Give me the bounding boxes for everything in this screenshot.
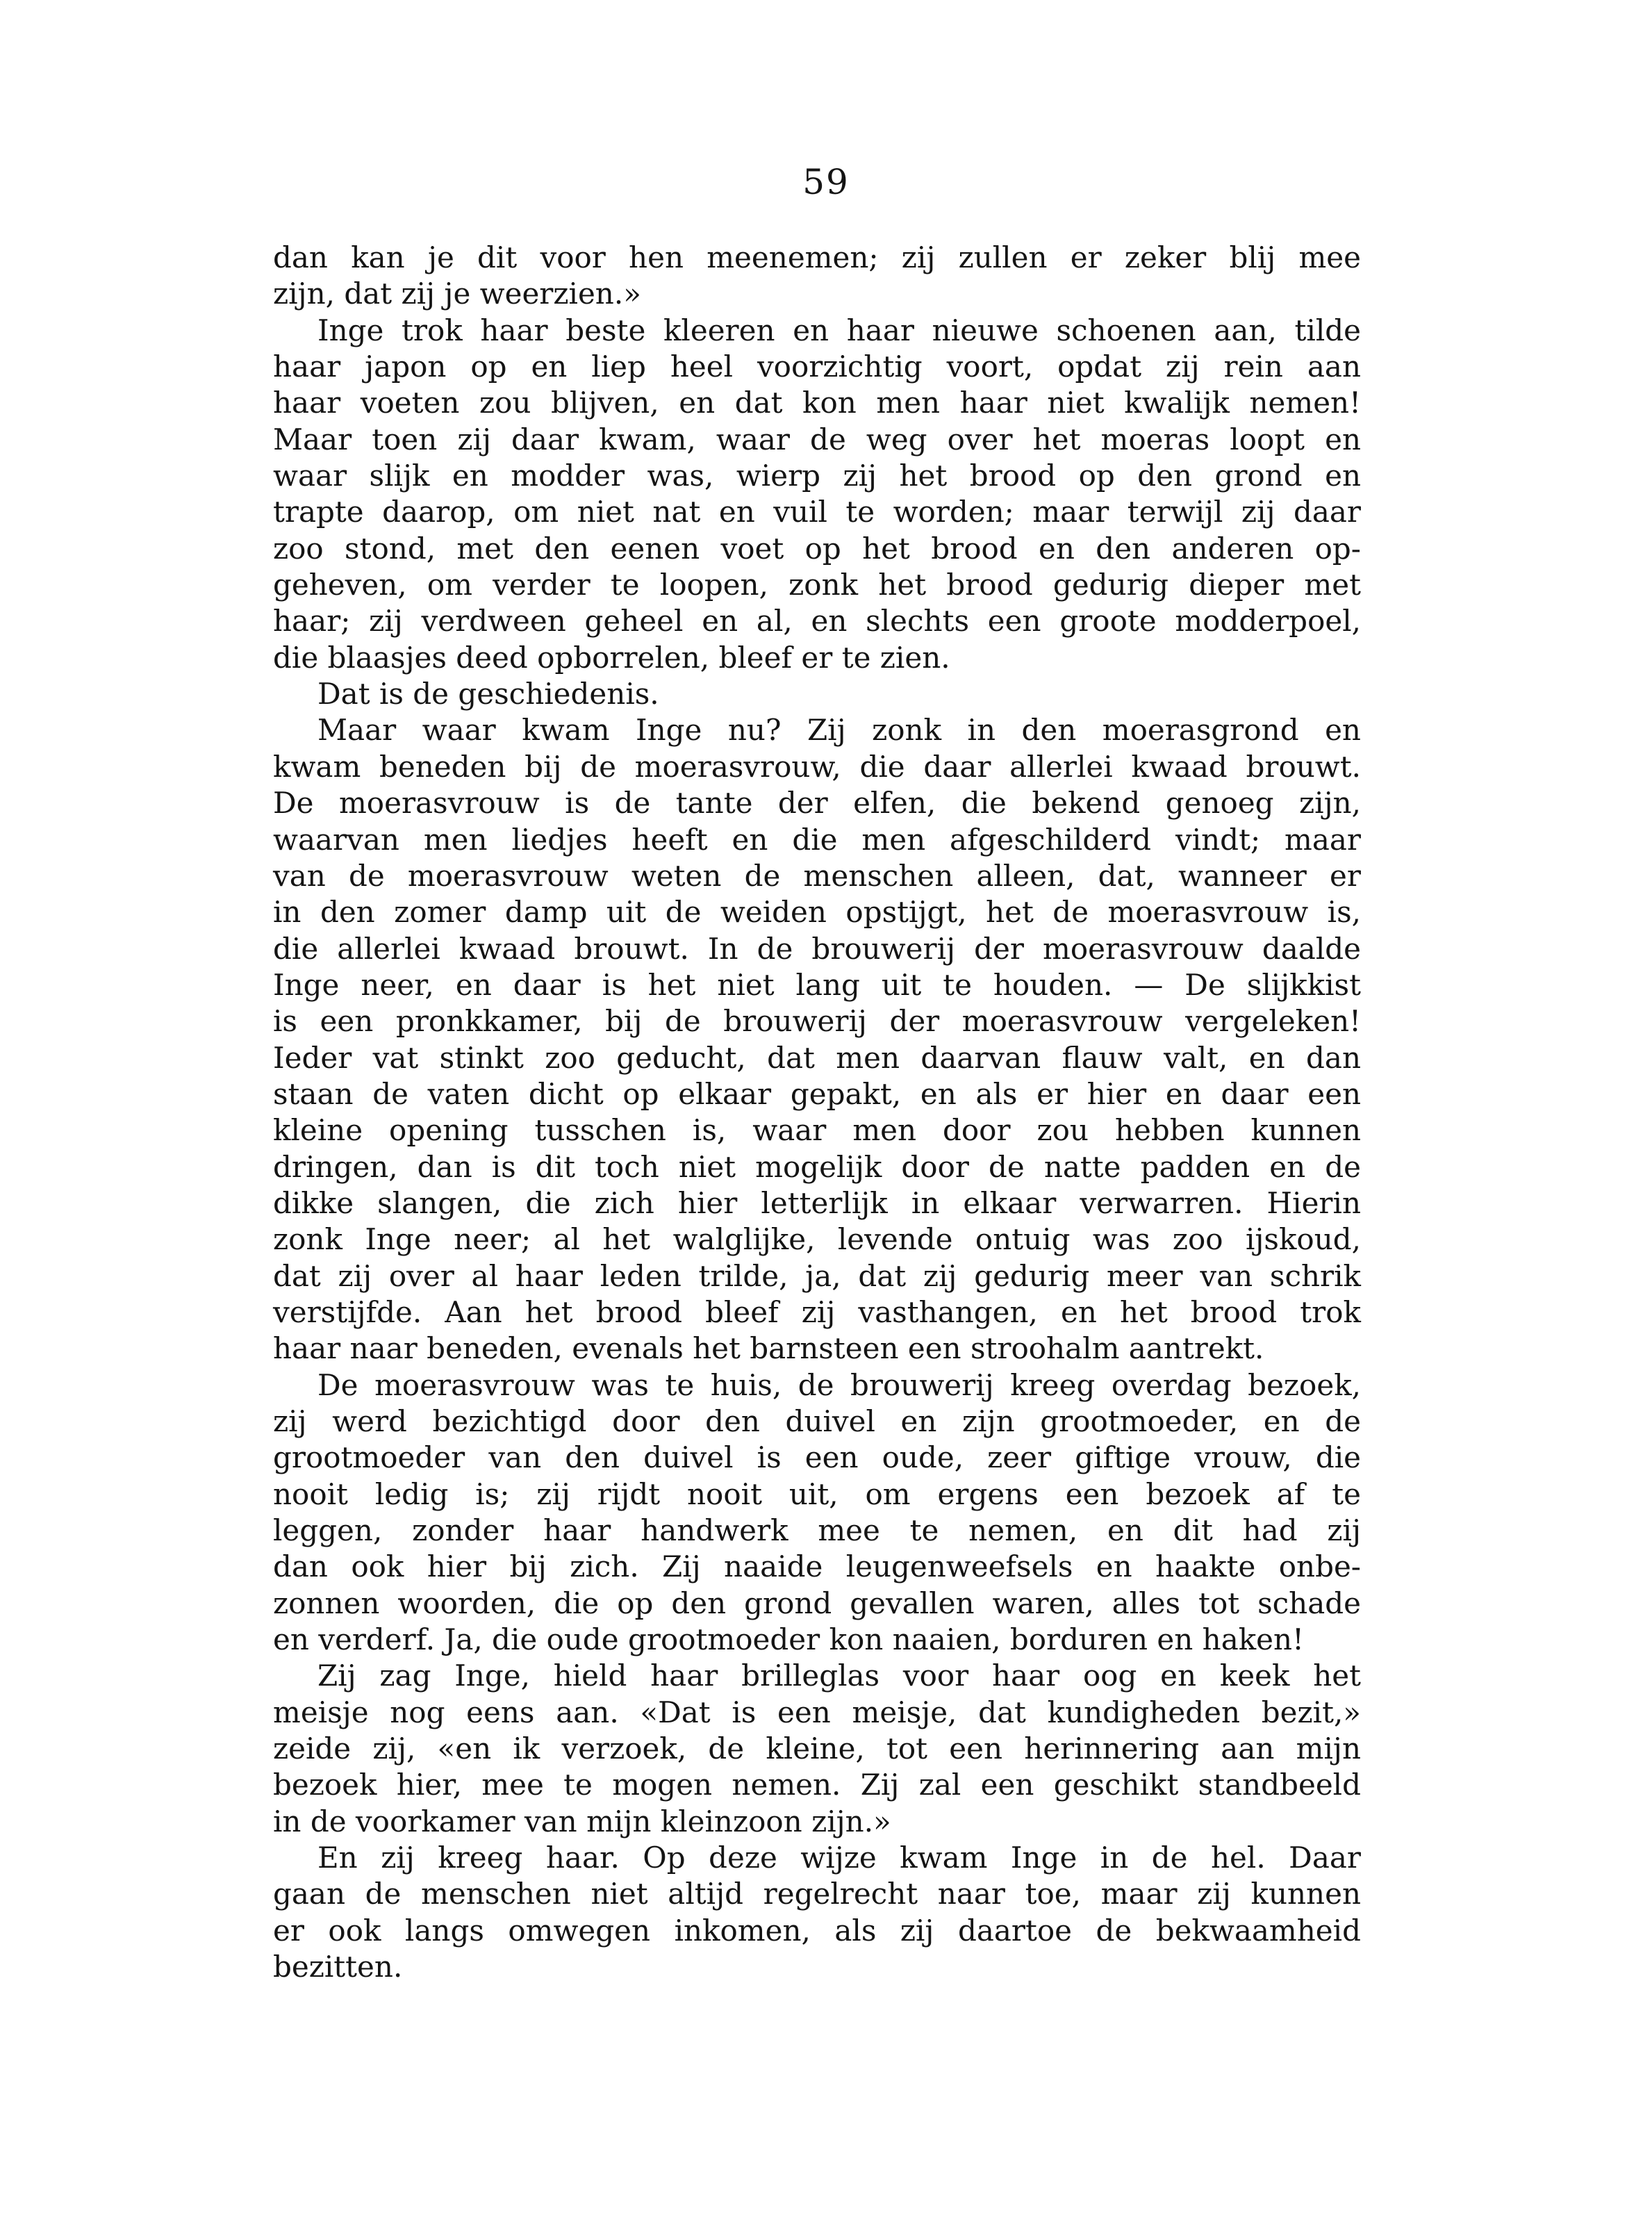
- text-line: zij werd bezichtigd door den duivel en zijn grootmoeder, en de: [273, 1404, 1361, 1438]
- text-line: gaan de menschen niet altijd regelrecht naar toe, maar zij kunnen: [273, 1877, 1361, 1911]
- text-line: van de moerasvrouw weten de menschen alleen, dat, wanneer er: [273, 858, 1361, 893]
- text-line: zonnen woorden, die op den grond gevallen waren, alles tot schade: [273, 1586, 1361, 1620]
- text-line: dat zij over al haar leden trilde, ja, dat zij gedurig meer van schrik: [273, 1258, 1361, 1293]
- text-line: bezoek hier, mee te mogen nemen. Zij zal een geschikt standbeeld: [273, 1768, 1361, 1802]
- text-line: zijn, dat zij je weerzien.»: [273, 277, 641, 311]
- text-line: dan kan je dit voor hen meenemen; zij zullen er zeker blij mee: [273, 240, 1361, 274]
- text-line: Maar toen zij daar kwam, waar de weg over het moeras loopt en: [273, 422, 1361, 456]
- text-line: dan ook hier bij zich. Zij naaide leugenweefsels en haakte onbe-: [273, 1549, 1361, 1584]
- text-line: haar; zij verdween geheel en al, en slechts een groote modderpoel,: [273, 604, 1361, 639]
- text-line: meisje nog eens aan. «Dat is een meisje, dat kundigheden bezit,»: [273, 1695, 1361, 1729]
- text-line: en verderf. Ja, die oude grootmoeder kon naaien, borduren en haken!: [273, 1622, 1304, 1657]
- text-line: waar slijk en modder was, wierp zij het brood op den grond en: [273, 459, 1361, 493]
- text-line: er ook langs omwegen inkomen, als zij daartoe de bekwaamheid: [273, 1913, 1361, 1948]
- text-line: dringen, dan is dit toch niet mogelijk door de natte padden en de: [273, 1149, 1361, 1184]
- page-number: 59: [802, 162, 850, 202]
- text-line: zonk Inge neer; al het walglijke, levende ontuig was zoo ijskoud,: [273, 1222, 1361, 1257]
- text-line: Maar waar kwam Inge nu? Zij zonk in den moerasgrond en: [317, 713, 1361, 748]
- text-line: Inge trok haar beste kleeren en haar nieuwe schoenen aan, tilde: [317, 313, 1361, 347]
- text-line: bezitten.: [273, 1950, 403, 1984]
- text-line: geheven, om verder te loopen, zonk het brood gedurig dieper met: [273, 568, 1361, 602]
- text-line: haar japon op en liep heel voorzichtig voort, opdat zij rein aan: [273, 349, 1361, 384]
- text-line: haar voeten zou blijven, en dat kon men haar niet kwalijk nemen!: [273, 386, 1361, 420]
- text-line: die blaasjes deed opborrelen, bleef er te zien.: [273, 640, 950, 675]
- text-line: leggen, zonder haar handwerk mee te nemen, en dit had zij: [273, 1513, 1361, 1548]
- text-line: waarvan men liedjes heeft en die men afgeschilderd vindt; maar: [273, 822, 1361, 857]
- text-line: in de voorkamer van mijn kleinzoon zijn.»: [273, 1804, 891, 1838]
- text-line: nooit ledig is; zij rijdt nooit uit, om ergens een bezoek af te: [273, 1476, 1361, 1511]
- text-line: De moerasvrouw is de tante der elfen, die bekend genoeg zijn,: [273, 786, 1361, 821]
- text-line: zeide zij, «en ik verzoek, de kleine, tot een herinnering aan mijn: [273, 1731, 1361, 1766]
- text-line: dikke slangen, die zich hier letterlijk in elkaar verwarren. Hierin: [273, 1185, 1361, 1220]
- text-line: verstijfde. Aan het brood bleef zij vasthangen, en het brood trok: [273, 1294, 1361, 1329]
- text-line: Dat is de geschiedenis.: [317, 677, 659, 711]
- text-line: trapte daarop, om niet nat en vuil te worden; maar terwijl zij daar: [273, 495, 1361, 529]
- text-line: Zij zag Inge, hield haar brilleglas voor haar oog en keek het: [317, 1659, 1361, 1693]
- text-line: Inge neer, en daar is het niet lang uit te houden. — De slijkkist: [273, 967, 1361, 1002]
- text-line: Ieder vat stinkt zoo geducht, dat men daarvan flauw valt, en dan: [273, 1040, 1361, 1075]
- text-line: De moerasvrouw was te huis, de brouwerij kreeg overdag bezoek,: [317, 1367, 1361, 1402]
- text-line: kwam beneden bij de moerasvrouw, die daar allerlei kwaad brouwt.: [273, 749, 1361, 784]
- text-line: zoo stond, met den eenen voet op het brood en den anderen op-: [273, 531, 1361, 566]
- text-line: grootmoeder van den duivel is een oude, zeer giftige vrouw, die: [273, 1440, 1361, 1475]
- text-line: staan de vaten dicht op elkaar gepakt, en als er hier en daar een: [273, 1076, 1361, 1111]
- body-text: [273, 240, 1361, 1986]
- text-line: die allerlei kwaad brouwt. In de brouwerij der moerasvrouw daalde: [273, 931, 1361, 966]
- text-line: is een pronkkamer, bij de brouwerij der moerasvrouw vergeleken!: [273, 1004, 1361, 1039]
- text-line: in den zomer damp uit de weiden opstijgt, het de moerasvrouw is,: [273, 895, 1361, 930]
- text-line: kleine opening tusschen is, waar men door zou hebben kunnen: [273, 1113, 1361, 1148]
- text-line: haar naar beneden, evenals het barnsteen een stroohalm aantrekt.: [273, 1331, 1264, 1366]
- text-line: En zij kreeg haar. Op deze wijze kwam Inge in de hel. Daar: [317, 1841, 1361, 1875]
